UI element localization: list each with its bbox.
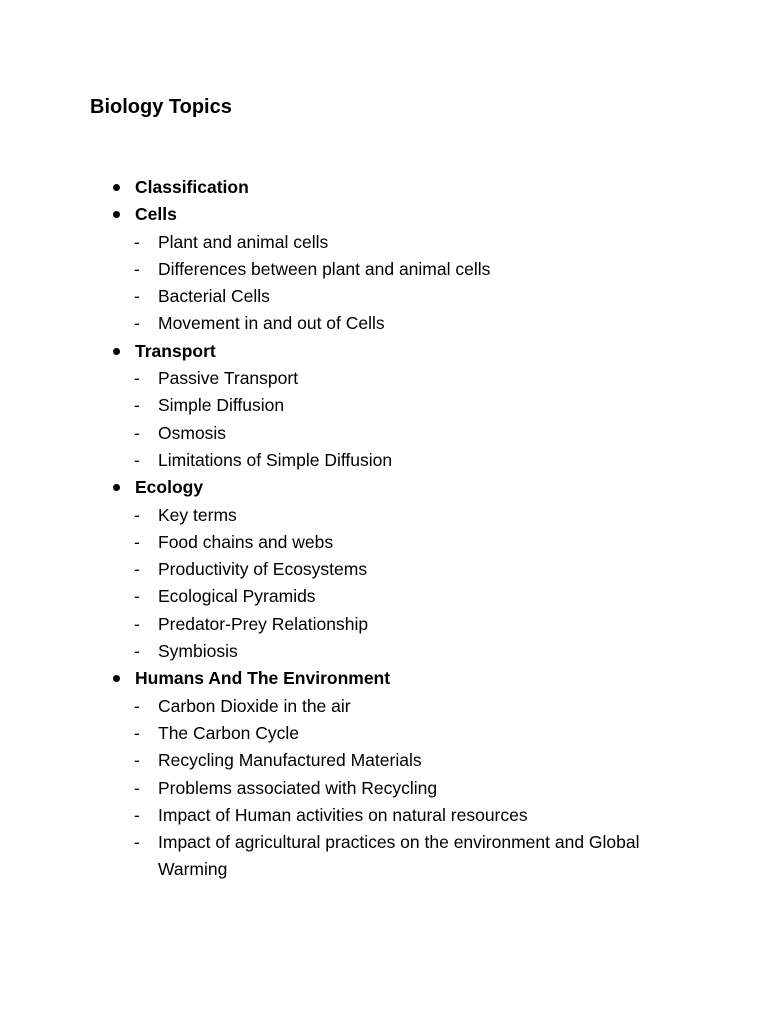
- subtopic-item: [0, 802, 768, 829]
- topic-item: [0, 665, 768, 883]
- bullet-icon: [113, 211, 120, 218]
- subtopic-item: [0, 693, 768, 720]
- dash-marker: -: [134, 777, 140, 798]
- subtopic-list: [0, 502, 768, 666]
- subtopic-list: [0, 365, 768, 474]
- bullet-icon: [113, 484, 120, 491]
- topic-label: Cells: [135, 204, 177, 225]
- dash-marker: -: [134, 231, 140, 252]
- subtopic-label: Impact of agricultural practices on the environment and Global Warming: [158, 832, 640, 880]
- subtopic-item: [0, 256, 768, 283]
- subtopic-item: [0, 529, 768, 556]
- subtopic-label: Impact of Human activities on natural resources: [158, 804, 528, 825]
- topic-label: Transport: [135, 340, 216, 361]
- dash-marker: -: [134, 531, 140, 552]
- topic-row: [0, 174, 768, 201]
- topic-label: Humans And The Environment: [135, 668, 391, 689]
- subtopic-label: Predator-Prey Relationship: [158, 613, 369, 634]
- subtopic-item: [0, 829, 768, 884]
- dash-marker: -: [134, 695, 140, 716]
- subtopic-item: [0, 447, 768, 474]
- subtopic-item: [0, 420, 768, 447]
- dash-marker: -: [134, 586, 140, 607]
- dash-marker: -: [134, 750, 140, 771]
- subtopic-item: [0, 502, 768, 529]
- subtopic-item: [0, 392, 768, 419]
- dash-marker: -: [134, 368, 140, 389]
- subtopic-item: [0, 229, 768, 256]
- dash-marker: -: [134, 449, 140, 470]
- subtopic-list: [0, 229, 768, 338]
- subtopic-item: [0, 310, 768, 337]
- subtopic-label: Food chains and webs: [158, 531, 334, 552]
- document-title: Biology Topics: [90, 96, 232, 118]
- topic-item: [0, 201, 768, 337]
- dash-marker: -: [134, 722, 140, 743]
- subtopic-item: [0, 365, 768, 392]
- subtopic-label: Differences between plant and animal cells: [158, 258, 491, 279]
- subtopic-item: [0, 583, 768, 610]
- subtopic-item: [0, 638, 768, 665]
- dash-marker: -: [134, 613, 140, 634]
- subtopic-label: Recycling Manufactured Materials: [158, 750, 422, 771]
- subtopic-item: [0, 556, 768, 583]
- subtopic-label: Simple Diffusion: [158, 395, 285, 416]
- subtopic-label: Carbon Dioxide in the air: [158, 695, 351, 716]
- dash-marker: -: [134, 559, 140, 580]
- dash-marker: -: [134, 258, 140, 279]
- dash-marker: -: [134, 286, 140, 307]
- dash-marker: -: [134, 313, 140, 334]
- dash-marker: -: [134, 641, 140, 662]
- subtopic-item: [0, 611, 768, 638]
- subtopic-label: Ecological Pyramids: [158, 586, 316, 607]
- topic-row: [0, 338, 768, 365]
- subtopic-label: Bacterial Cells: [158, 286, 270, 307]
- subtopic-label: Limitations of Simple Diffusion: [158, 449, 393, 470]
- dash-marker: -: [134, 422, 140, 443]
- topic-row: [0, 201, 768, 228]
- subtopic-item: [0, 720, 768, 747]
- subtopic-label: Key terms: [158, 504, 237, 525]
- dash-marker: -: [134, 504, 140, 525]
- dash-marker: -: [134, 832, 140, 853]
- topic-item: [0, 338, 768, 474]
- subtopic-label: Movement in and out of Cells: [158, 313, 385, 334]
- subtopic-label: The Carbon Cycle: [158, 722, 300, 743]
- subtopic-label: Problems associated with Recycling: [158, 777, 438, 798]
- subtopic-label: Productivity of Ecosystems: [158, 559, 368, 580]
- bullet-icon: [113, 348, 120, 355]
- topic-item: [0, 174, 768, 201]
- subtopic-label: Plant and animal cells: [158, 231, 329, 252]
- subtopic-item: [0, 283, 768, 310]
- bullet-icon: [113, 184, 120, 191]
- subtopic-label: Passive Transport: [158, 368, 299, 389]
- topic-row: [0, 474, 768, 501]
- subtopic-item: [0, 775, 768, 802]
- topic-row: [0, 665, 768, 692]
- subtopic-list: [0, 693, 768, 884]
- subtopic-item: [0, 747, 768, 774]
- dash-marker: -: [134, 804, 140, 825]
- topic-list: [0, 174, 768, 884]
- topic-label: Classification: [135, 177, 249, 197]
- subtopic-label: Symbiosis: [158, 641, 238, 662]
- dash-marker: -: [134, 395, 140, 416]
- topic-label: Ecology: [135, 477, 204, 498]
- bullet-icon: [113, 675, 120, 682]
- subtopic-label: Osmosis: [158, 422, 227, 443]
- topic-item: [0, 474, 768, 665]
